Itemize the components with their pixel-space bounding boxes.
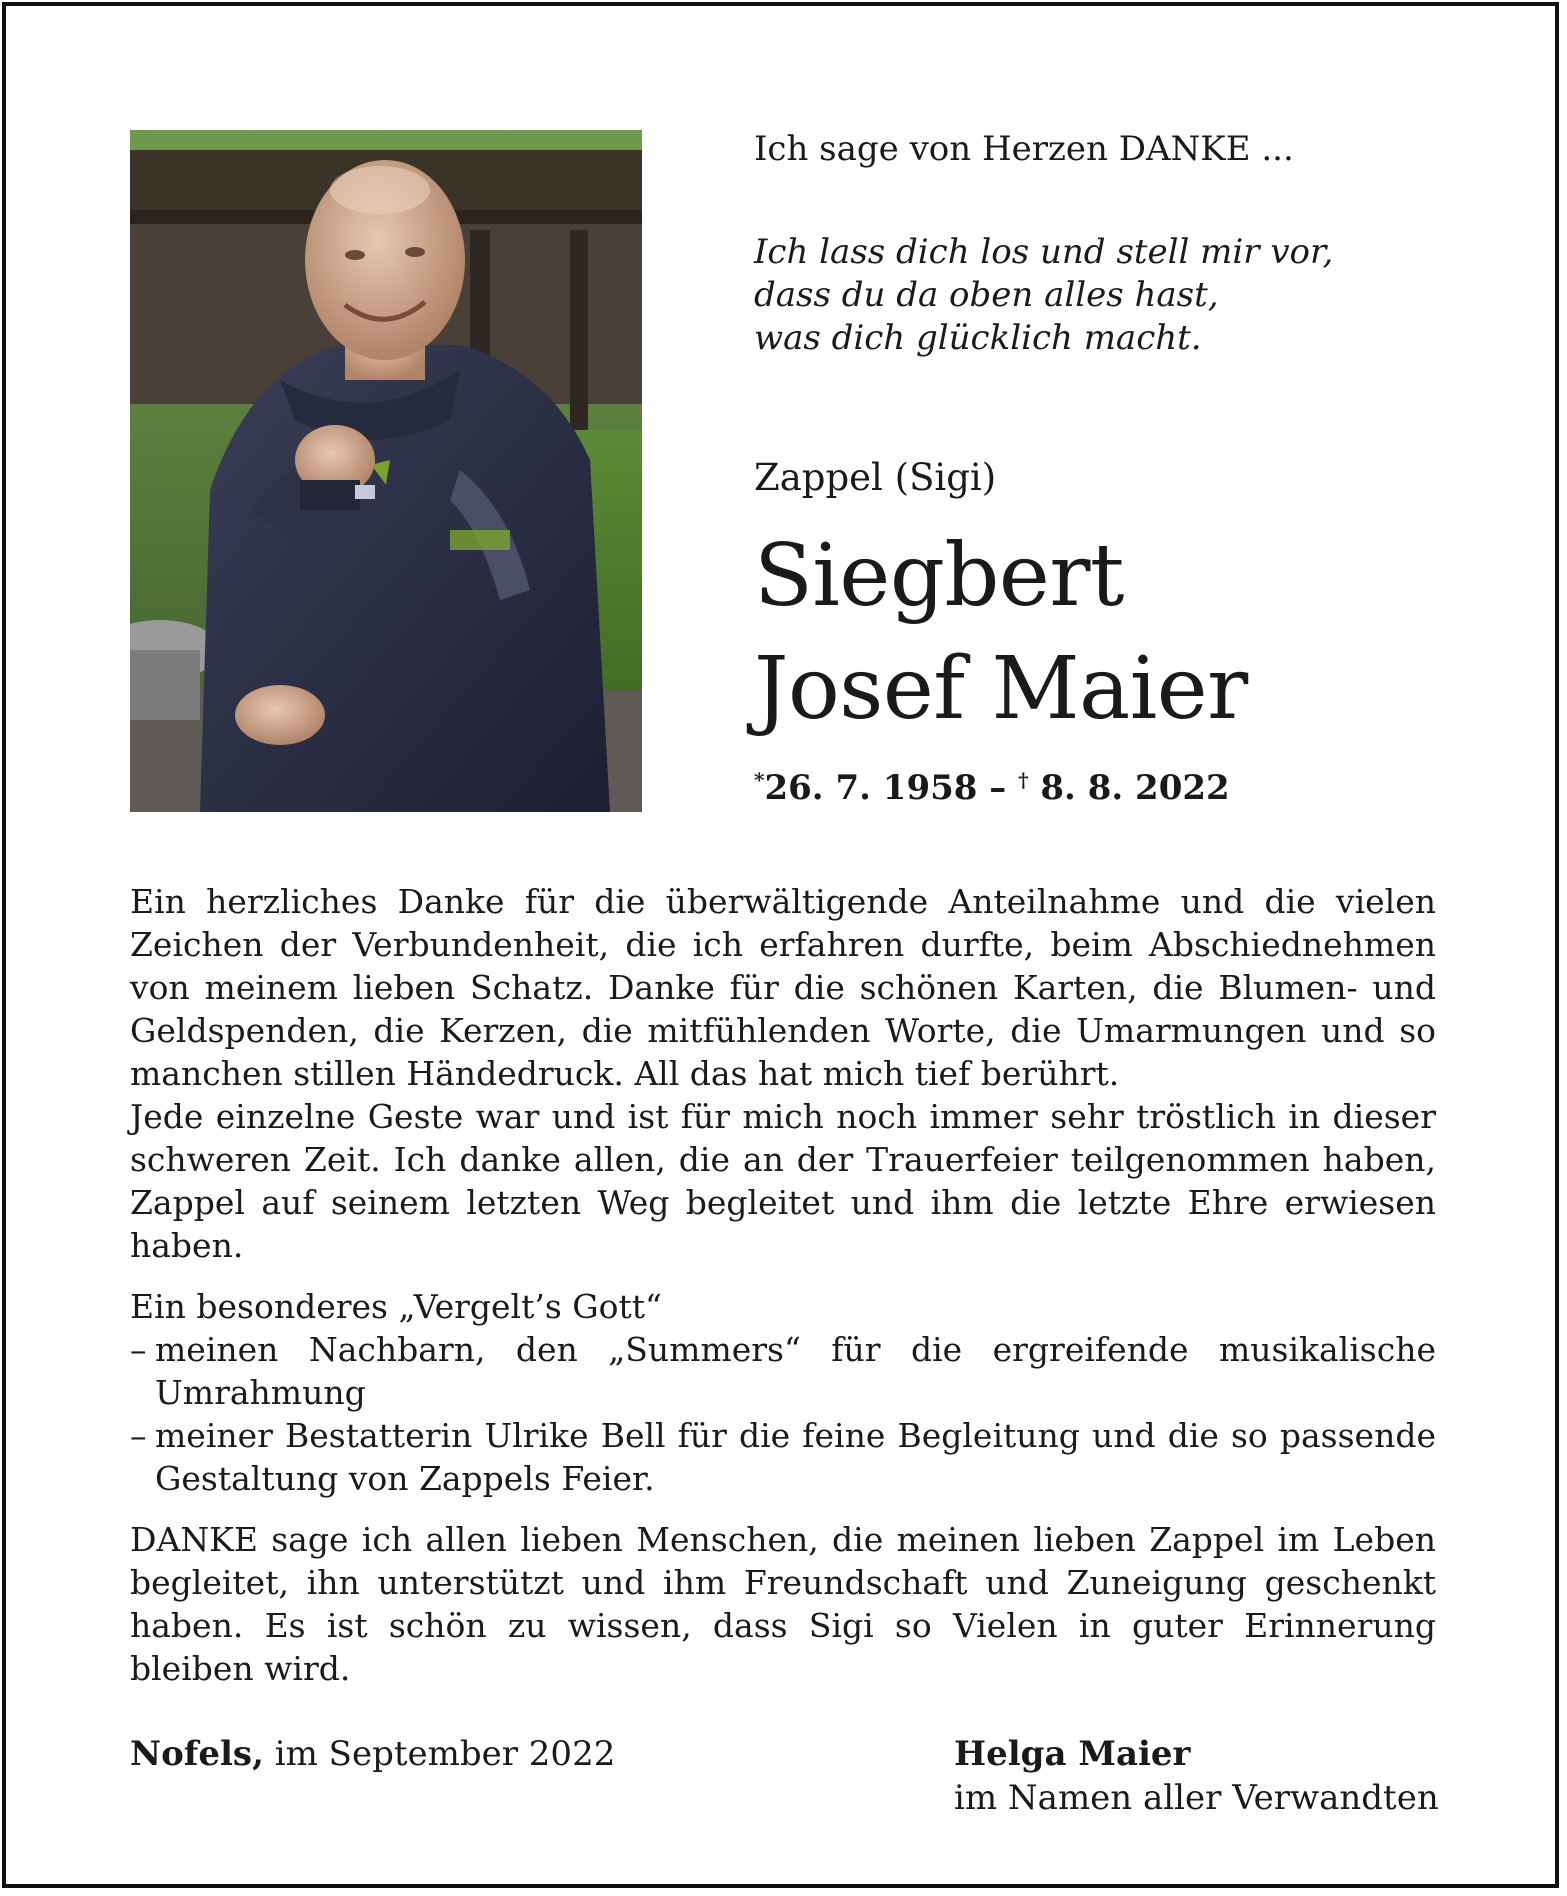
place: Nofels,: [130, 1734, 264, 1774]
life-dates: [754, 758, 1454, 810]
name-line-first: Siegbert: [754, 526, 1124, 626]
paragraph: Ein herzliches Danke für die überwältigende Anteilnahme und die vielen Zeichen der Verbundenheit, die ich erfahren durfte, beim Abschiednehmen von meinem lieben Schatz. Danke für die schönen Karten, die Blumen- und Geldspenden, die Kerzen, die mitfühlenden Worte, die Umarmungen und so manchen stillen Händedruck. All das hat mich tief berührt.: [130, 882, 1436, 1093]
dash-bullet: –: [130, 1416, 147, 1455]
death-date: 8. 8. 2022: [1028, 768, 1230, 808]
special-thanks-intro: Ein besonderes „Vergelt’s Gott“: [130, 1287, 662, 1326]
list-item: [130, 1328, 1436, 1414]
signature: [954, 1732, 1439, 1820]
verse-line: was dich glücklich macht.: [754, 318, 1202, 358]
paragraph: DANKE sage ich allen lieben Menschen, die meinen lieben Zappel im Leben begleitet, ihn unterstützt und ihm Freundschaft und Zuneigung geschenkt haben. Es ist schön zu wissen, dass Sigi so Vielen in guter Erinnerung bleiben wird.: [130, 1520, 1436, 1688]
death-symbol: †: [1018, 768, 1029, 792]
portrait-photo: [130, 130, 642, 812]
deceased-name: [754, 520, 1454, 746]
verse-line: dass du da oben alles hast,: [754, 275, 1219, 315]
birth-date: 26. 7. 1958 –: [764, 768, 1019, 808]
thanks-heading: Ich sage von Herzen DANKE ...: [754, 129, 1294, 169]
signer-name: Helga Maier: [954, 1734, 1191, 1774]
dash-bullet: –: [130, 1330, 147, 1369]
place-date: [130, 1732, 615, 1776]
header-block: [754, 125, 1454, 810]
birth-symbol: *: [754, 768, 765, 792]
list-item-text: meiner Bestatterin Ulrike Bell für die feine Begleitung und die so passende Gestaltung von Zappels Feier.: [155, 1416, 1436, 1498]
name-line-last: Josef Maier: [754, 639, 1248, 739]
nickname: Zappel (Sigi): [754, 456, 997, 499]
paragraph: Jede einzelne Geste war und ist für mich noch immer sehr tröstlich in dieser schweren Zeit. Ich danke allen, die an der Trauerfeier teilgenommen haben, Zappel auf seinem letzten Weg begleitet und ihm die letzte Ehre erwiesen haben.: [130, 1097, 1436, 1265]
portrait-photo-image: [130, 130, 642, 812]
body-text: [130, 880, 1436, 1690]
list-item: [130, 1414, 1436, 1500]
list-item-text: meinen Nachbarn, den „Summers“ für die ergreifende musikalische Umrahmung: [155, 1330, 1436, 1412]
signer-subtitle: im Namen aller Verwandten: [954, 1778, 1439, 1818]
verse-line: Ich lass dich los und stell mir vor,: [754, 232, 1334, 272]
thanks-list: [130, 1328, 1436, 1500]
date: im September 2022: [263, 1734, 616, 1774]
verse: [754, 231, 1454, 360]
